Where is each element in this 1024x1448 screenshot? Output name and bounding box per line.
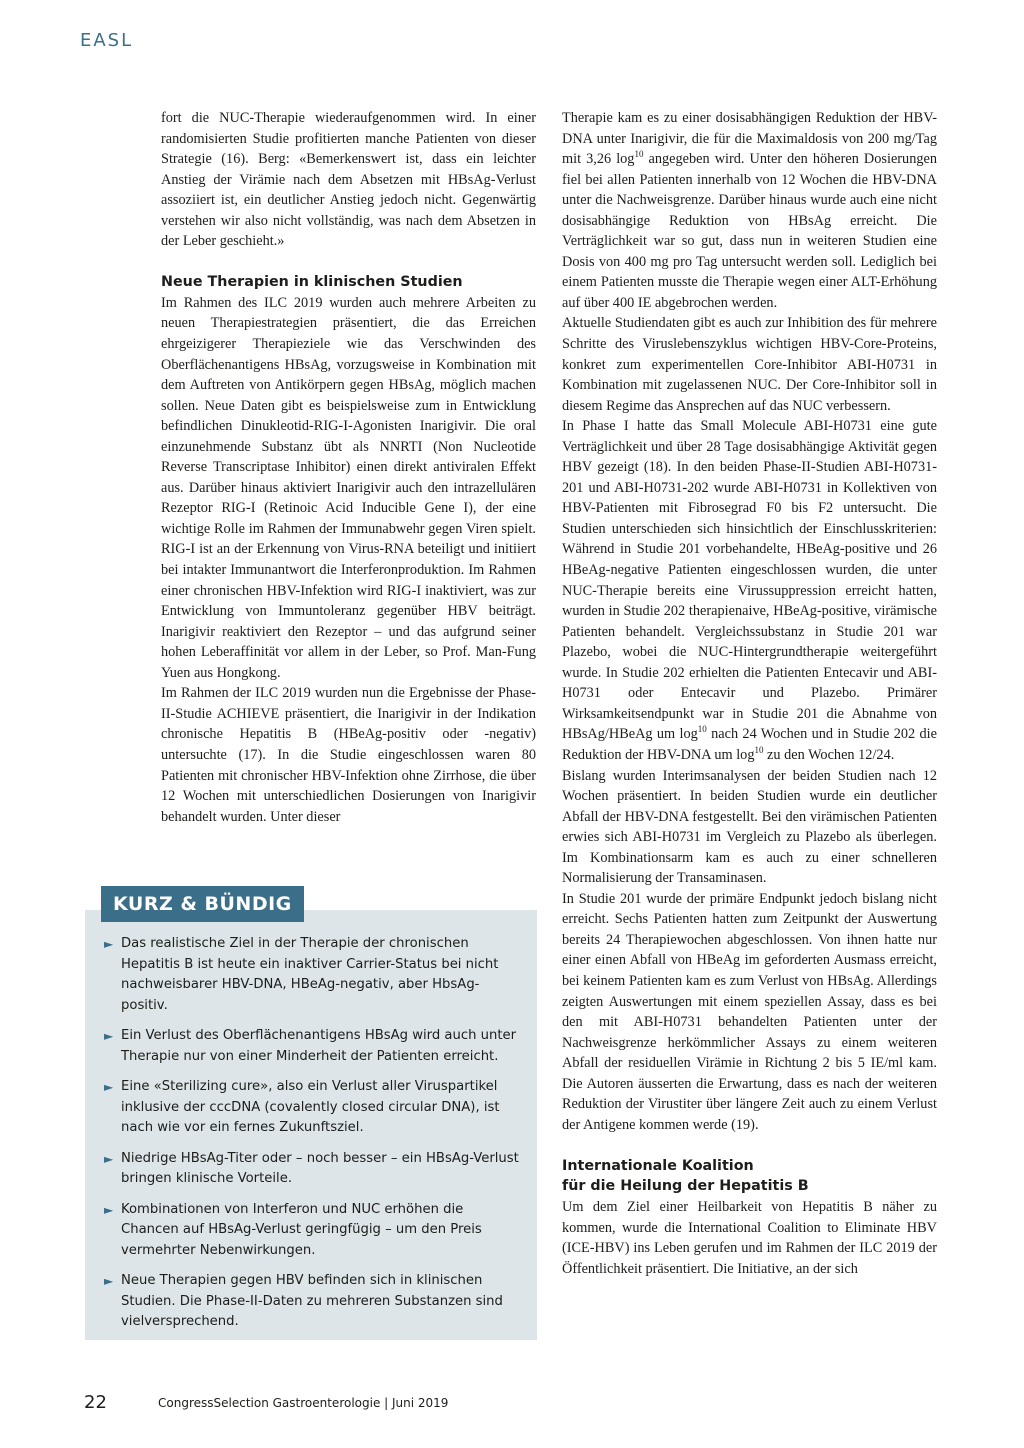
paragraph: Im Rahmen der ILC 2019 wurden nun die Ergebnisse der Phase-II-Studie ACHIEVE präsentiert, die Inarigivir in der Indikation chronische Hepatitis B (HBeAg-positiv oder -negativ) untersuchte (17). In die Studie eingeschlossen waren 80 Patienten mit chronischer HBV-Infektion ohne Zirrhose, die über 12 Wochen mit unterschiedlichen Dosierungen von Inarigivir behandelt wurden. Unter dieser <box>161 685 536 825</box>
summary-item <box>104 1271 524 1333</box>
paragraph: In Studie 201 wurde der primäre Endpunkt jedoch bislang nicht erreicht. Sechs Patienten hatten zum Zeitpunkt der Auswertung bereits 24 Therapiewochen abgeschlossen. Von ihnen hatte nur einer einen Abfall von HBeAg im geforderten Ausmass erreicht, bei keinem Patienten kam es zum Verlust von HBsAg. Allerdings zeigten Auswertungen mit einem speziellen Assay, dass es bei den mit ABI-H0731 behandelten Patienten unter der Nachweisgrenze herkömmlicher Assays zu einem weiteren Abfall der residuellen Virämie in Richtung 2 bis 5 IE/ml kam. Die Autoren äusserten die Erwartung, dass es nach der weiteren Reduktion der Virustiter über längere Zeit auch zu einem Verlust der Antigene kommen werde (19). <box>562 890 937 1133</box>
summary-item-text: Niedrige HBsAg-Titer oder – noch besser – ein HBsAg-Verlust bringen klinische Vorteile. <box>121 1150 519 1186</box>
text-run: Therapie kam es zu einer dosisabhängigen Reduktion der HBV-DNA unter Inarigivir, die für die Maximaldosis von 200 mg/Tag mit 3,26 log <box>562 110 937 168</box>
paragraph: fort die NUC-Therapie wiederaufgenommen wird. In einer randomisierten Studie profitierten manche Patienten von dieser Strategie (16). Berg: «Bemerkenswert ist, dass ein leichter Anstieg der Virämie nach dem Absetzen mit HBsAg-Verlust assoziiert ist, ein deutlicher Anstieg jedoch nicht. Gegenwärtig verstehen wir also nicht vollständig, was nach dem Absetzen in der Leber geschieht.» <box>161 110 536 250</box>
paragraph: Um dem Ziel einer Heilbarkeit von Hepatitis B näher zu kommen, wurde die International Coalition to Eliminate HBV (ICE-HBV) ins Leben gerufen und im Rahmen der ILC 2019 der Öffentlichkeit präsentiert. Die Initiative, an der sich <box>562 1198 937 1277</box>
page-number: 22 <box>84 1392 107 1413</box>
summary-item-text: Eine «Sterilizing cure», also ein Verlust aller Viruspartikel inklusive der cccDNA (covalently closed circular DNA), ist nach wie vor ein fernes Zukunftsziel. <box>121 1079 500 1135</box>
section-label: EASL <box>80 30 134 51</box>
summary-item <box>104 1026 524 1067</box>
triangle-bullet-icon: ► <box>104 1274 114 1288</box>
publication-info: CongressSelection Gastroenterologie | Juni 2019 <box>158 1396 449 1410</box>
triangle-bullet-icon: ► <box>104 937 114 951</box>
triangle-bullet-icon: ► <box>104 1151 114 1166</box>
triangle-bullet-icon: ► <box>104 1080 114 1094</box>
superscript: 10 <box>754 745 764 756</box>
paragraph <box>562 108 937 313</box>
paragraph <box>562 416 937 765</box>
summary-title: KURZ & BÜNDIG <box>101 886 304 922</box>
summary-item-text: Neue Therapien gegen HBV befinden sich in klinischen Studien. Die Phase-II-Daten zu mehreren Substanzen sind vielversprechend. <box>121 1273 503 1329</box>
triangle-bullet-icon: ► <box>104 1202 114 1217</box>
section-heading <box>562 1156 937 1197</box>
summary-item <box>104 934 524 1016</box>
heading-line: Internationale Koalition <box>562 1157 754 1174</box>
heading-line: für die Heilung der Hepatitis B <box>562 1178 809 1195</box>
superscript: 10 <box>697 724 707 735</box>
section-heading: Neue Therapien in klinischen Studien <box>161 274 463 291</box>
paragraph: Bislang wurden Interimsanalysen der beiden Studien nach 12 Wochen präsentiert. In beiden Studien wurde ein deutlicher Abfall der HBV-DNA festgestellt. Bei den virämischen Patienten erwies sich ABI-H0731 im Vergleich zu Plazebo als überlegen. Im Kombinationsarm kam es auch zu einer schnelleren Normalisierung der Transaminasen. <box>562 767 937 887</box>
right-column <box>562 108 937 1279</box>
text-run: In Phase I hatte das Small Molecule ABI-H0731 eine gute Verträglichkeit und über 28 Tage dosisabhängige Aktivität gegen HBV gezeigt (18). In den beiden Phase-II-Studien ABI-H0731-201 und ABI-H0731-202 wurde ABI-H0731 in Kollektiven von HBV-Patienten mit Fibrosegrad F0 bis F2 untersucht. Die Studien unterschieden sich hinsichtlich der Einschlusskriterien: Während in Studie 201 vorbehandelte, HBeAg-positive und 26 HBeAg-negative Patienten eingeschlossen wurden, die unter NUC-Therapie bereits eine Virussuppression erreicht hatten, wurden in Studie 202 therapienaive, HBeAg-positive, virämische Patienten behandelt. Vergleichssubstanz in Studie 201 war Plazebo, wobei die NUC-Hintergrundtherapie weitergeführt wurde. In Studie 202 erhielten die Patienten Entecavir und ABI-H0731 oder Entecavir und Plazebo. Primärer Wirksamkeitsendpunkt war in Studie 201 die Abnahme von HBsAg/HBeAg um log <box>562 418 937 743</box>
triangle-bullet-icon: ► <box>104 1029 114 1043</box>
text-run: zu den Wochen 12/24. <box>763 746 895 763</box>
summary-item <box>104 1077 524 1139</box>
summary-item-text: Kombinationen von Interferon und NUC erhöhen die Chancen auf HBsAg-Verlust geringfügig – um den Preis vermehrter Nebenwirkungen. <box>121 1201 482 1258</box>
superscript: 10 <box>634 149 644 160</box>
text-run: angegeben wird. Unter den höheren Dosierungen fiel bei allen Patienten innerhalb von 12 Wochen die HBV-DNA unter die Nachweisgrenze. Darüber hinaus wurde auch eine nicht dosisabhängige Reduktion von HBsAg erreicht. Die Verträglichkeit war so gut, dass nun in weiteren Studien eine Dosis von 400 mg pro Tag untersucht werden soll. Lediglich bei einem Patienten musste die Therapie wegen einer ALT-Erhöhung auf über 400 IE abgebrochen werden. <box>562 151 937 311</box>
left-column <box>161 108 536 827</box>
paragraph: Im Rahmen des ILC 2019 wurden auch mehrere Arbeiten zu neuen Therapiestrategien präsentiert, die das Erreichen ehrgeizigerer Therapieziele wie das Verschwinden des Oberflächenantigens HBsAg, vorzugsweise in Kombination mit dem Auftreten von Antikörpern gegen HBsAg, möglich machen sollen. Neue Daten gibt es beispielsweise zum in Entwicklung befindlichen Dinukleotid-RIG-I-Agonisten Inarigivir. Die oral einzunehmende Substanz übt als NNRTI (Non Nucleotide Reverse Transcriptase Inhibitor) einen direkt antiviralen Effekt aus. Darüber hinaus aktiviert Inarigivir auch den intrazellulären Rezeptor RIG-I (Retinoic Acid Inducible Gene I), der eine wichtige Rolle im Rahmen der Immunabwehr gegen Viren spielt. RIG-I ist an der Erkennung von Virus-RNA beteiligt und initiiert bei intakter Immunantwort die Interferonproduktion. Im Rahmen einer chronischen HBV-Infektion wird RIG-I inaktiviert, was zur Entwicklung von Immuntoleranz gegenüber HBV beiträgt. Inarigivir reaktiviert den Rezeptor – und das aufgrund seiner hohen Leberaffinität vor allem in der Leber, so Prof. Man-Fung Yuen aus Hongkong. <box>161 294 536 681</box>
paragraph: Aktuelle Studiendaten gibt es auch zur Inhibition des für mehrere Schritte des Viruslebenszyklus wichtigen HBV-Core-Proteins, konkret zum experimentellen Core-Inhibitor ABI-H0731 in Kombination mit zugelassenen NUC. Der Core-Inhibitor soll in diesem Regime das Ansprechen auf das NUC verbessern. <box>562 315 937 414</box>
summary-item-text: Das realistische Ziel in der Therapie der chronischen Hepatitis B ist heute ein inaktiver Carrier-Status bei nicht nachweisbarer HBV-DNA, HBeAg-negativ, aber HbsAg-positiv. <box>121 936 499 1013</box>
text-run: nach 24 Wochen und in Studie 202 die Reduktion der HBV-DNA um log <box>562 726 937 763</box>
summary-item <box>104 1200 524 1262</box>
summary-list <box>104 934 524 1343</box>
summary-item-text: Ein Verlust des Oberflächenantigens HBsAg wird auch unter Therapie nur von einer Minderheit der Patienten erreicht. <box>121 1028 517 1064</box>
summary-item <box>104 1149 524 1190</box>
